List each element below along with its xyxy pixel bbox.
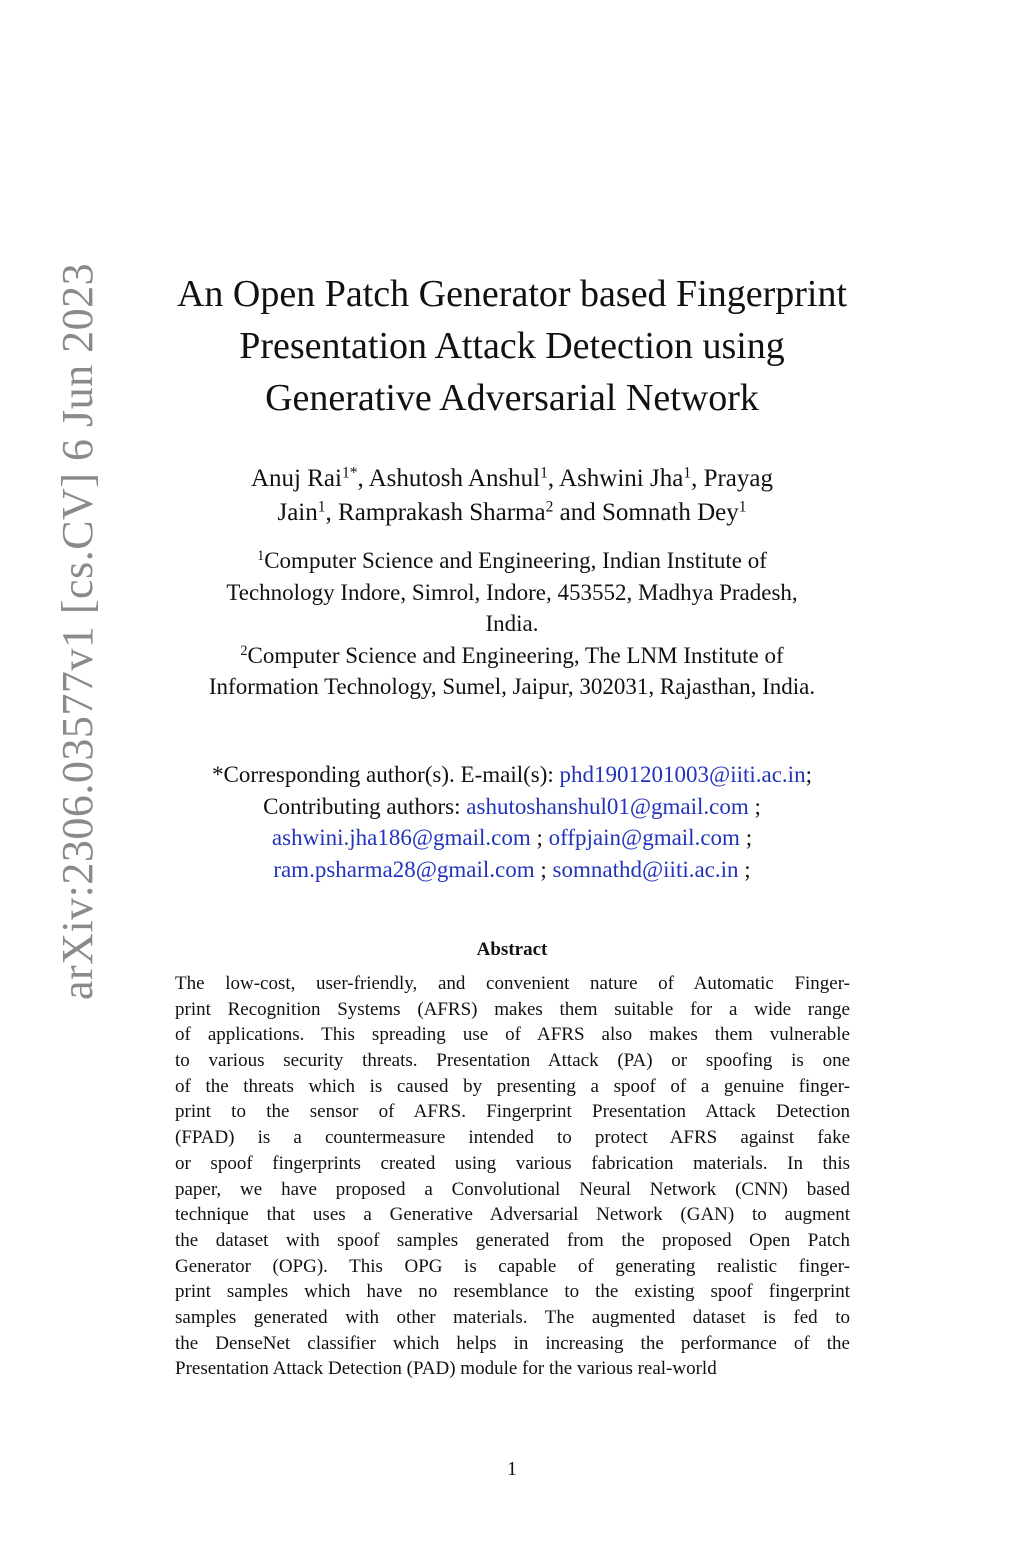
author-name: , Ramprakash Sharma bbox=[325, 499, 546, 526]
corresponding-author-line: *Corresponding author(s). E-mail(s): phd1901201003@iiti.ac.in; bbox=[212, 762, 812, 787]
abstract-line: technique that uses a Generative Adversarial Network (GAN) to augment bbox=[175, 1204, 850, 1226]
affiliation-2-line-2: Information Technology, Sumel, Jaipur, 302031, Rajasthan, India. bbox=[208, 674, 816, 699]
author-affiliation-mark: 1 bbox=[738, 498, 747, 516]
author-name: Anuj Rai bbox=[250, 465, 342, 492]
affiliation-1-line-2: Technology Indore, Simrol, Indore, 453552, Madhya Pradesh, bbox=[226, 579, 798, 605]
contributing-label: Contributing authors: bbox=[263, 793, 467, 819]
abstract-body bbox=[175, 971, 850, 1382]
abstract-line: of applications. This spreading use of AFRS also makes them vulnerable bbox=[175, 1024, 850, 1046]
contributing-authors-line: Contributing authors: ashutoshanshul01@gmail.com ; bbox=[263, 793, 761, 819]
email-link-jain[interactable]: offpjain@gmail.com bbox=[548, 825, 740, 850]
author-name: , Ashwini Jha bbox=[547, 465, 684, 492]
abstract-line: the dataset with spoof samples generated from the proposed Open Patch bbox=[175, 1229, 850, 1251]
paper-title bbox=[120, 268, 904, 424]
author-name: and Somnath Dey bbox=[553, 499, 739, 526]
abstract-line: paper, we have proposed a Convolutional Neural Network (CNN) based bbox=[175, 1178, 850, 1200]
author-name: , Ashutosh Anshul bbox=[357, 465, 541, 492]
abstract-line: print Recognition Systems (AFRS) makes them suitable for a wide range bbox=[175, 998, 850, 1020]
corresponding-label: *Corresponding author(s). E-mail(s): bbox=[212, 762, 560, 787]
abstract-line: or spoof fingerprints created using various fabrication materials. In this bbox=[175, 1152, 850, 1174]
author-name: , Prayag bbox=[691, 465, 773, 492]
affiliations bbox=[120, 545, 904, 703]
contributing-emails-line-3: ram.psharma28@gmail.com ; somnathd@iiti.ac.in ; bbox=[273, 856, 751, 882]
author-line-1 bbox=[120, 462, 904, 496]
title-line-3: Generative Adversarial Network bbox=[265, 377, 759, 419]
email-link-dey[interactable]: somnathd@iiti.ac.in bbox=[552, 856, 739, 882]
abstract-line: print to the sensor of AFRS. Fingerprint Presentation Attack Detection bbox=[175, 1101, 850, 1123]
author-affiliation-mark: 1* bbox=[341, 464, 358, 482]
title-line-2: Presentation Attack Detection using bbox=[239, 325, 785, 367]
affiliation-1-line-3: India. bbox=[485, 611, 539, 636]
author-affiliation-mark: 1 bbox=[540, 464, 548, 482]
author-name: Jain bbox=[277, 499, 318, 526]
affiliation-1-line-1: $^1$Computer Science and Engineering, Indian Institute of bbox=[257, 548, 767, 573]
affiliation-mark: 1 bbox=[257, 548, 265, 565]
abstract-line: The low-cost, user-friendly, and convenient nature of Automatic Finger- bbox=[175, 973, 850, 994]
affiliation-mark: 2 bbox=[240, 642, 248, 659]
corresponding-email-link[interactable]: phd1901201003@iiti.ac.in bbox=[559, 762, 806, 787]
abstract-line: Generator (OPG). This OPG is capable of generating realistic finger- bbox=[175, 1255, 850, 1277]
page-number: 1 bbox=[507, 1458, 517, 1480]
author-affiliation-mark: 1 bbox=[317, 498, 326, 516]
abstract-line: (FPAD) is a countermeasure intended to protect AFRS against fake bbox=[175, 1127, 850, 1149]
affiliation-2-line-1: $^2$Computer Science and Engineering, The LNM Institute of bbox=[240, 642, 784, 668]
abstract-heading: Abstract bbox=[476, 939, 548, 960]
email-link-anshul[interactable]: ashutoshanshul01@gmail.com bbox=[466, 793, 749, 819]
contributing-emails-line-2: ashwini.jha186@gmail.com ; offpjain@gmail.com ; bbox=[271, 825, 753, 850]
author-affiliation-mark: 1 bbox=[683, 464, 692, 482]
author-list bbox=[120, 462, 904, 530]
author-affiliation-mark: 2 bbox=[545, 498, 554, 516]
email-link-jha[interactable]: ashwini.jha186@gmail.com bbox=[271, 825, 531, 850]
abstract-line: samples generated with other materials. The augmented dataset is fed to bbox=[175, 1306, 850, 1328]
abstract-line: of the threats which is caused by presenting a spoof of a genuine finger- bbox=[175, 1075, 850, 1097]
arxiv-identifier: arXiv:2306.03577v1 [cs.CV] 6 Jun 2023 bbox=[53, 262, 102, 1000]
email-link-sharma[interactable]: ram.psharma28@gmail.com bbox=[273, 856, 535, 882]
abstract-line: Presentation Attack Detection (PAD) module for the various real-world bbox=[175, 1358, 717, 1380]
abstract-line: to various security threats. Presentation Attack (PA) or spoofing is one bbox=[175, 1050, 850, 1072]
abstract-line: print samples which have no resemblance to the existing spoof fingerprint bbox=[175, 1281, 850, 1303]
author-line-2 bbox=[120, 496, 904, 530]
title-line-1: An Open Patch Generator based Fingerprint bbox=[176, 273, 848, 315]
abstract-line: the DenseNet classifier which helps in increasing the performance of the bbox=[175, 1332, 850, 1354]
contact-emails bbox=[120, 759, 904, 885]
